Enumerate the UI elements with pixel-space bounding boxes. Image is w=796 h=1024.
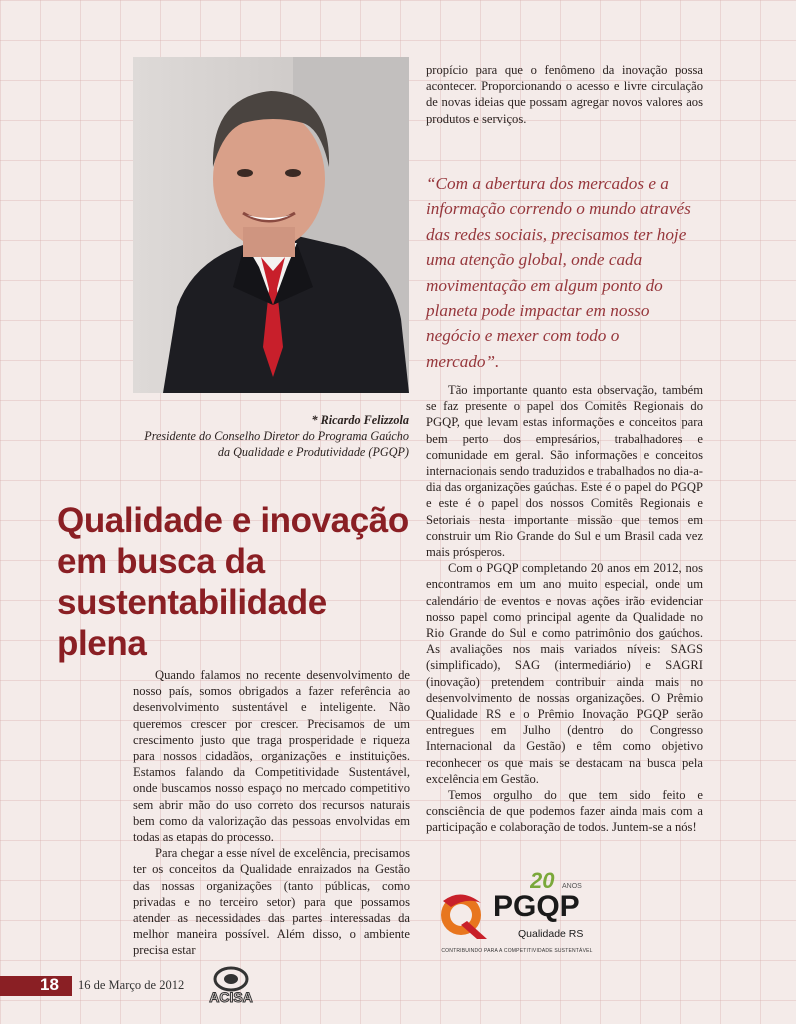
paragraph: Temos orgulho do que tem sido feito e consciência de que podemos fazer ainda mais com a participação e colaboração de todos. Juntem-se a nós! <box>426 788 703 835</box>
paragraph: Para chegar a esse nível de excelência, precisamos ter os conceitos da Qualidade enraizados na Gestão das nossas organizações (tanto públicas, como privadas e no terceiro setor) para que possamos atender as necessidades das partes interessadas da melhor maneira possível. Além disso, o ambiente precisa estar <box>133 846 410 958</box>
right-column-top <box>426 62 703 127</box>
caption-name: * Ricardo Felizzola <box>311 413 409 427</box>
anniversary-badge <box>530 868 590 892</box>
paragraph: Tão importante quanto esta observação, também se faz presente o papel dos Comitês Regionais do PGQP, que levam estas informações e conceitos para bem perto dos empresários, trabalhadores e comunidade em geral. São informações e conceitos internacionais sendo traduzidos e trabalhados no dia-a-dia das organizações gaúchas. Este é o papel do PGQP e este é o papel dos nossos Comitês Regionais e Setoriais nesta importante missão que temos em construir um Rio Grande do Sul e um Brasil cada vez mais prósperos. <box>426 383 703 560</box>
person-illustration <box>133 57 409 393</box>
portrait-photo <box>133 57 409 393</box>
logo-subtitle: Qualidade RS <box>518 928 584 940</box>
paragraph: propício para que o fenômeno da inovação possa acontecer. Proporcionando o acesso e livre circulação de novas ideias que possam agregar novos valores aos produtos e serviços. <box>426 63 703 126</box>
anos-label: ANOS <box>562 883 582 890</box>
q-swoosh-icon <box>437 891 491 941</box>
paragraph: Quando falamos no recente desenvolvimento de nosso país, somos obrigados a fazer referência ao desenvolvimento sustentável e inteligente. Não queremos crescer por crescer. Precisamos de um crescimento justo que traga prosperidade e riqueza para nossos cidadãos, organizações e instituições. Estamos falando da Competitividade Sustentável, onde buscamos nosso espaço no mercado competitivo sem abrir mão do uso correto dos recursos naturais bem como da valorização das pessoas envolvidas em todas as etapas do processo. <box>133 668 410 845</box>
left-column <box>133 667 410 959</box>
issue-date: 16 de Março de 2012 <box>78 978 185 992</box>
acisa-logo <box>196 963 266 1005</box>
anniversary-number: 20 <box>530 868 555 892</box>
article-headline: Qualidade e inovação em busca da sustentabilidade plena <box>57 501 409 663</box>
page-number: 18 <box>40 975 59 994</box>
page-number-bar <box>0 976 72 996</box>
acisa-wordmark: ACISA <box>209 989 253 1005</box>
photo-caption <box>133 412 409 460</box>
caption-role: Presidente do Conselho Diretor do Programa Gaúcho da Qualidade e Produtividade (PGQP) <box>144 429 409 459</box>
logo-tagline: CONTRIBUINDO PARA A COMPETITIVIDADE SUSTENTÁVEL <box>441 948 593 954</box>
logo-name: PGQP <box>493 890 580 923</box>
pull-quote: “Com a abertura dos mercados e a informação correndo o mundo através das redes sociais, precisamos ter hoje uma atenção global, onde cada movimentação em algum ponto do planeta pode impactar em nosso negócio e mexer com todo o mercado”. <box>426 174 691 371</box>
right-column <box>426 382 703 836</box>
paragraph: Com o PGQP completando 20 anos em 2012, nos encontramos em um ano muito especial, onde um calendário de eventos e novas ações irão evidenciar nosso papel como principal agente da Qualidade no Rio Grande do Sul e como patrimônio dos gaúchos. As avaliações nos mais variados níveis: SAGS (simplificado), SAG (intermediário) e SAGRI (inovação) pretendem contribuir ainda mais no desenvolvimento de nossas organizações. O Prêmio Qualidade RS e o Prêmio Inovação PGQP serão entregues em Julho (dentro do Congresso Internacional da Gestão) e têm como objetivo reconhecer os que mais se destacam na busca pela excelência em Gestão. <box>426 561 703 786</box>
